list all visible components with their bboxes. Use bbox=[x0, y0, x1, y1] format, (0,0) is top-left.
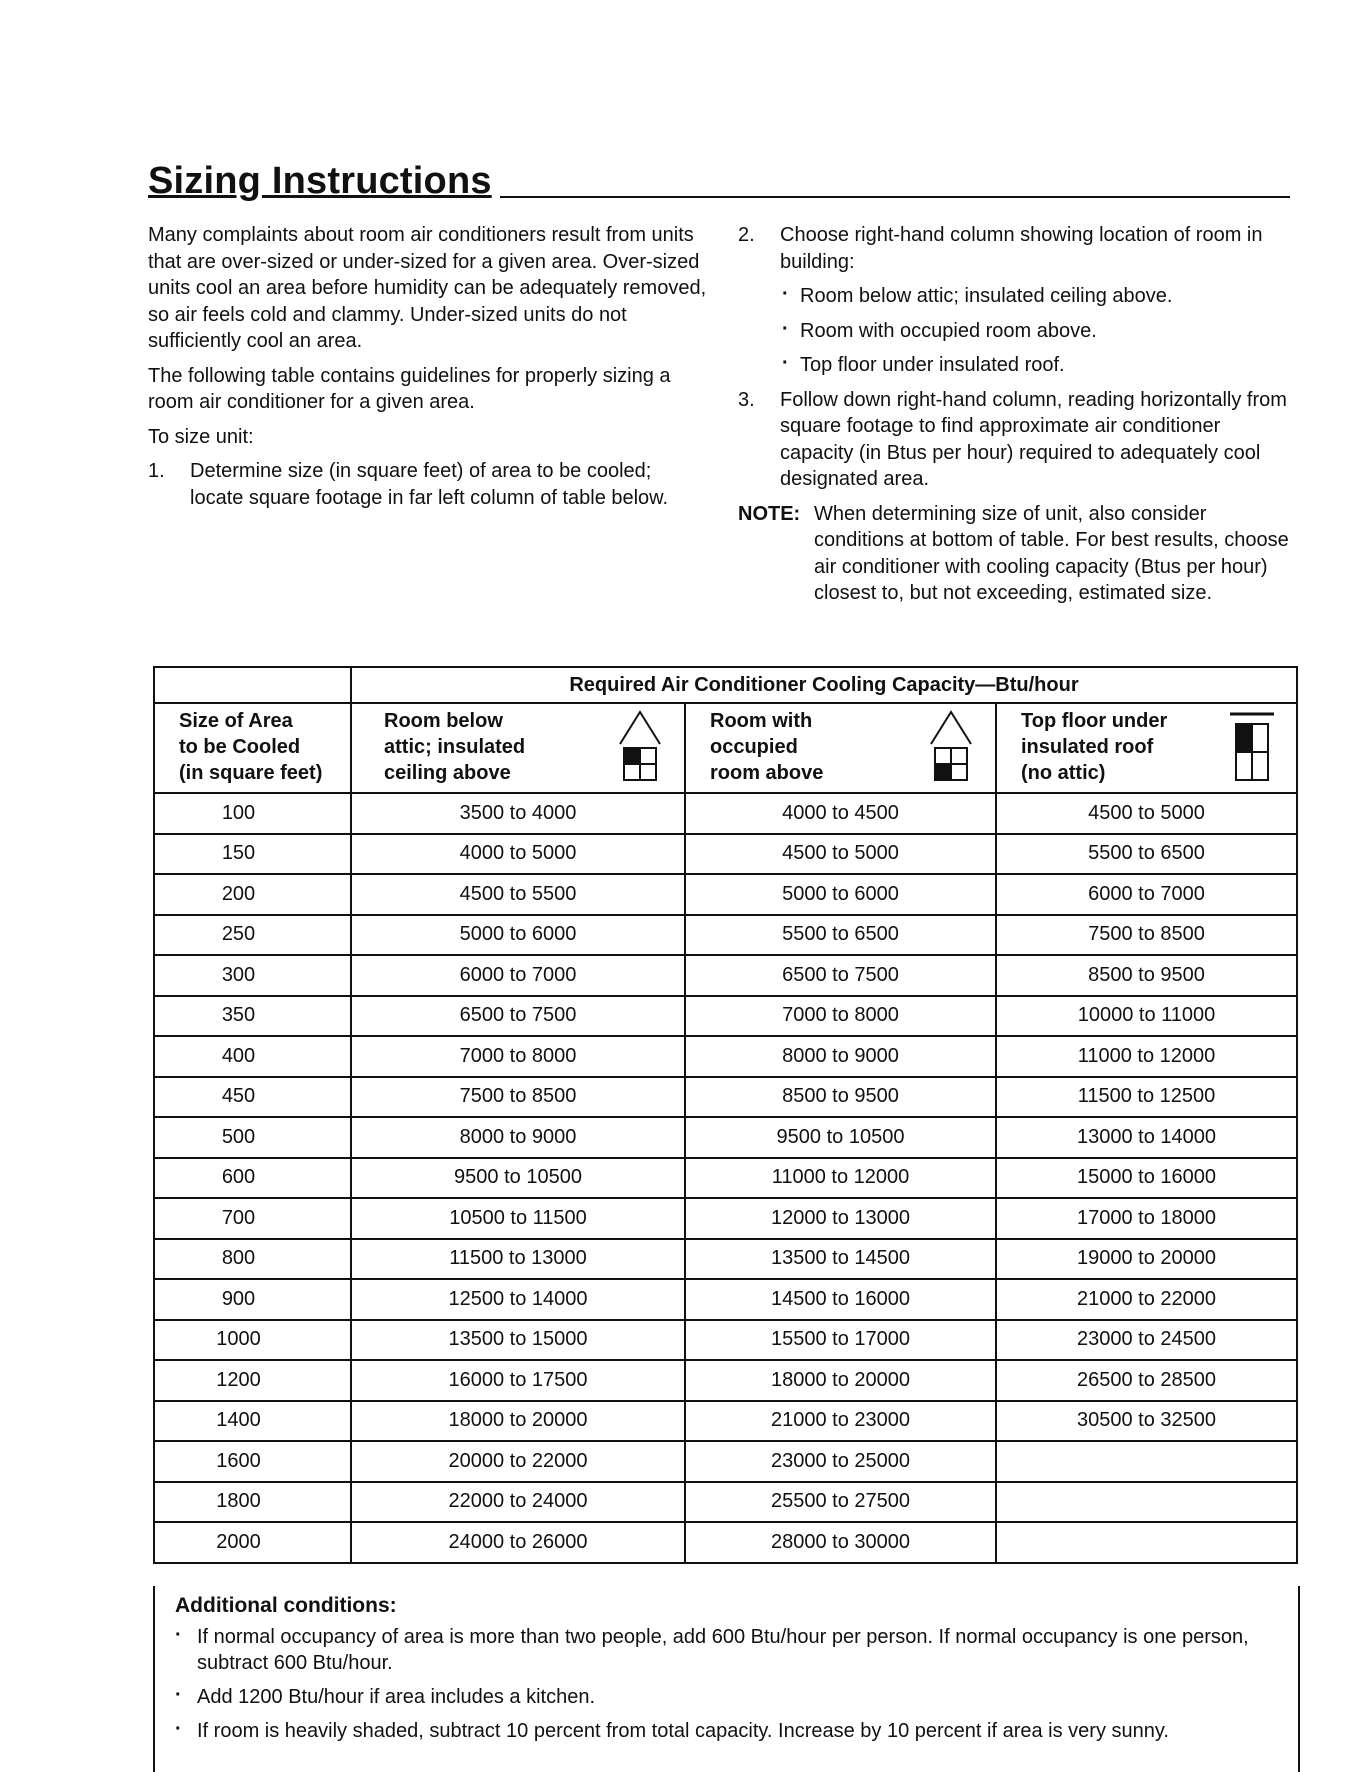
house-middle-floor-icon bbox=[929, 710, 973, 782]
right-column bbox=[738, 222, 1298, 607]
occupied-cell: 8000 to 9000 bbox=[685, 1036, 996, 1077]
area-cell: 100 bbox=[154, 793, 351, 834]
area-cell: 300 bbox=[154, 955, 351, 996]
intro-paragraph: Many complaints about room air conditioners result from units that are over-sized or under-sized for a given area. Over-sized units cool an area before humidity can be adequately removed, so air feels cold and clammy. Under-sized units do not sufficiently cool an area. bbox=[148, 224, 707, 352]
table-row bbox=[154, 1360, 1297, 1401]
occupied-cell: 25500 to 27500 bbox=[685, 1482, 996, 1523]
table-row bbox=[154, 1522, 1297, 1563]
left-column bbox=[148, 222, 708, 519]
table-row bbox=[154, 834, 1297, 875]
sizing-table bbox=[153, 666, 1298, 1564]
page-title: Sizing Instructions bbox=[148, 160, 492, 202]
house-attic-icon bbox=[618, 710, 662, 782]
house-top-floor-icon bbox=[1230, 710, 1274, 782]
step-1-number: 1. bbox=[148, 460, 165, 482]
title-rule bbox=[500, 196, 1290, 198]
table-row bbox=[154, 1077, 1297, 1118]
attic-cell: 4500 to 5500 bbox=[351, 874, 685, 915]
area-cell: 200 bbox=[154, 874, 351, 915]
area-cell: 400 bbox=[154, 1036, 351, 1077]
area-cell: 2000 bbox=[154, 1522, 351, 1563]
col-header-top-floor: Top floor under insulated roof (no attic) bbox=[996, 703, 1297, 793]
attic-cell: 6500 to 7500 bbox=[351, 996, 685, 1037]
area-cell: 800 bbox=[154, 1239, 351, 1280]
attic-cell: 7000 to 8000 bbox=[351, 1036, 685, 1077]
occupied-cell: 11000 to 12000 bbox=[685, 1158, 996, 1199]
attic-cell: 22000 to 24000 bbox=[351, 1482, 685, 1523]
attic-cell: 9500 to 10500 bbox=[351, 1158, 685, 1199]
attic-cell: 18000 to 20000 bbox=[351, 1401, 685, 1442]
step-2 bbox=[738, 222, 1298, 275]
occupied-cell: 9500 to 10500 bbox=[685, 1117, 996, 1158]
table-row bbox=[154, 1036, 1297, 1077]
capacity-group-header: Required Air Conditioner Cooling Capacity—Btu/hour bbox=[351, 667, 1297, 703]
note-text: When determining size of unit, also consider conditions at bottom of table. For best results, choose air conditioner with cooling capacity (Btus per hour) closest to, but not exceeding, estimated size. bbox=[814, 502, 1289, 604]
top-floor-cell: 30500 to 32500 bbox=[996, 1401, 1297, 1442]
table-row bbox=[154, 874, 1297, 915]
attic-cell: 10500 to 11500 bbox=[351, 1198, 685, 1239]
table-row bbox=[154, 1441, 1297, 1482]
step-1 bbox=[148, 458, 708, 511]
top-floor-cell: 8500 to 9500 bbox=[996, 955, 1297, 996]
area-cell: 1000 bbox=[154, 1320, 351, 1361]
attic-cell: 13500 to 15000 bbox=[351, 1320, 685, 1361]
attic-cell: 6000 to 7000 bbox=[351, 955, 685, 996]
area-cell: 600 bbox=[154, 1158, 351, 1199]
table-row bbox=[154, 1239, 1297, 1280]
table-intro-paragraph: The following table contains guidelines for properly sizing a room air conditioner for a given area. bbox=[148, 364, 671, 413]
top-floor-cell: 6000 to 7000 bbox=[996, 874, 1297, 915]
occupied-cell: 6500 to 7500 bbox=[685, 955, 996, 996]
step-1-text: Determine size (in square feet) of area to be cooled; locate square footage in far left column of table below. bbox=[190, 460, 669, 509]
occupied-cell: 12000 to 13000 bbox=[685, 1198, 996, 1239]
additional-conditions bbox=[153, 1586, 1300, 1772]
occupied-cell: 5000 to 6000 bbox=[685, 874, 996, 915]
note-label: NOTE: bbox=[738, 502, 801, 525]
col-header-area: Size of Area to be Cooled (in square feet) bbox=[154, 703, 351, 793]
location-list bbox=[738, 283, 1298, 379]
attic-cell: 7500 to 8500 bbox=[351, 1077, 685, 1118]
area-cell: 900 bbox=[154, 1279, 351, 1320]
table-row bbox=[154, 1482, 1297, 1523]
top-floor-cell: 17000 to 18000 bbox=[996, 1198, 1297, 1239]
occupied-cell: 18000 to 20000 bbox=[685, 1360, 996, 1401]
table-row bbox=[154, 1117, 1297, 1158]
additional-conditions-list bbox=[175, 1624, 1275, 1752]
attic-cell: 11500 to 13000 bbox=[351, 1239, 685, 1280]
top-floor-cell bbox=[996, 1441, 1297, 1482]
occupied-cell: 21000 to 23000 bbox=[685, 1401, 996, 1442]
table-corner-cell bbox=[154, 667, 351, 703]
step-3 bbox=[738, 387, 1298, 493]
top-floor-cell: 10000 to 11000 bbox=[996, 996, 1297, 1037]
attic-cell: 12500 to 14000 bbox=[351, 1279, 685, 1320]
top-floor-cell: 4500 to 5000 bbox=[996, 793, 1297, 834]
occupied-cell: 15500 to 17000 bbox=[685, 1320, 996, 1361]
table-row bbox=[154, 1401, 1297, 1442]
occupied-cell: 5500 to 6500 bbox=[685, 915, 996, 956]
step-3-number: 3. bbox=[738, 388, 755, 411]
condition-item: · If normal occupancy of area is more than two people, add 600 Btu/hour per person. If normal occupancy is one person, subtract 600 Btu/hour. bbox=[175, 1624, 1275, 1676]
top-floor-cell: 21000 to 22000 bbox=[996, 1279, 1297, 1320]
area-cell: 250 bbox=[154, 915, 351, 956]
table-row bbox=[154, 996, 1297, 1037]
occupied-cell: 13500 to 14500 bbox=[685, 1239, 996, 1280]
area-cell: 1200 bbox=[154, 1360, 351, 1401]
occupied-cell: 4500 to 5000 bbox=[685, 834, 996, 875]
location-item: · Top floor under insulated roof. bbox=[780, 352, 1298, 379]
top-floor-cell: 23000 to 24500 bbox=[996, 1320, 1297, 1361]
col-header-attic: Room below attic; insulated ceiling above bbox=[351, 703, 685, 793]
attic-cell: 5000 to 6000 bbox=[351, 915, 685, 956]
location-item: · Room with occupied room above. bbox=[780, 318, 1298, 345]
table-row bbox=[154, 1279, 1297, 1320]
top-floor-cell: 7500 to 8500 bbox=[996, 915, 1297, 956]
area-cell: 450 bbox=[154, 1077, 351, 1118]
top-floor-cell: 5500 to 6500 bbox=[996, 834, 1297, 875]
area-cell: 1800 bbox=[154, 1482, 351, 1523]
table-row bbox=[154, 1320, 1297, 1361]
step-3-text: Follow down right-hand column, reading horizontally from square footage to find approximate air conditioner capacity (in Btus per hour) required to adequately cool designated area. bbox=[780, 388, 1287, 490]
condition-item: · If room is heavily shaded, subtract 10 percent from total capacity. Increase by 10 percent if area is very sunny. bbox=[175, 1718, 1275, 1744]
area-cell: 150 bbox=[154, 834, 351, 875]
top-floor-cell: 11000 to 12000 bbox=[996, 1036, 1297, 1077]
top-floor-cell: 15000 to 16000 bbox=[996, 1158, 1297, 1199]
note bbox=[738, 501, 1298, 607]
step-2-text: Choose right-hand column showing location of room in building: bbox=[780, 224, 1263, 273]
occupied-cell: 4000 to 4500 bbox=[685, 793, 996, 834]
top-floor-cell: 11500 to 12500 bbox=[996, 1077, 1297, 1118]
area-cell: 700 bbox=[154, 1198, 351, 1239]
table-row bbox=[154, 1198, 1297, 1239]
area-cell: 350 bbox=[154, 996, 351, 1037]
table-row bbox=[154, 1158, 1297, 1199]
top-floor-cell: 13000 to 14000 bbox=[996, 1117, 1297, 1158]
top-floor-cell bbox=[996, 1482, 1297, 1523]
occupied-cell: 28000 to 30000 bbox=[685, 1522, 996, 1563]
top-floor-cell bbox=[996, 1522, 1297, 1563]
occupied-cell: 8500 to 9500 bbox=[685, 1077, 996, 1118]
attic-cell: 4000 to 5000 bbox=[351, 834, 685, 875]
area-cell: 1600 bbox=[154, 1441, 351, 1482]
top-floor-cell: 26500 to 28500 bbox=[996, 1360, 1297, 1401]
occupied-cell: 14500 to 16000 bbox=[685, 1279, 996, 1320]
attic-cell: 24000 to 26000 bbox=[351, 1522, 685, 1563]
occupied-cell: 23000 to 25000 bbox=[685, 1441, 996, 1482]
area-cell: 1400 bbox=[154, 1401, 351, 1442]
table-row bbox=[154, 955, 1297, 996]
attic-cell: 8000 to 9000 bbox=[351, 1117, 685, 1158]
step-2-number: 2. bbox=[738, 224, 755, 246]
attic-cell: 3500 to 4000 bbox=[351, 793, 685, 834]
area-cell: 500 bbox=[154, 1117, 351, 1158]
condition-item: · Add 1200 Btu/hour if area includes a kitchen. bbox=[175, 1684, 1275, 1710]
top-floor-cell: 19000 to 20000 bbox=[996, 1239, 1297, 1280]
location-item: · Room below attic; insulated ceiling above. bbox=[780, 283, 1298, 310]
col-header-occupied: Room with occupied room above bbox=[685, 703, 996, 793]
additional-conditions-title: Additional conditions: bbox=[175, 1594, 397, 1617]
occupied-cell: 7000 to 8000 bbox=[685, 996, 996, 1037]
attic-cell: 20000 to 22000 bbox=[351, 1441, 685, 1482]
table-row bbox=[154, 915, 1297, 956]
table-row bbox=[154, 793, 1297, 834]
attic-cell: 16000 to 17500 bbox=[351, 1360, 685, 1401]
to-size-label: To size unit: bbox=[148, 425, 254, 448]
